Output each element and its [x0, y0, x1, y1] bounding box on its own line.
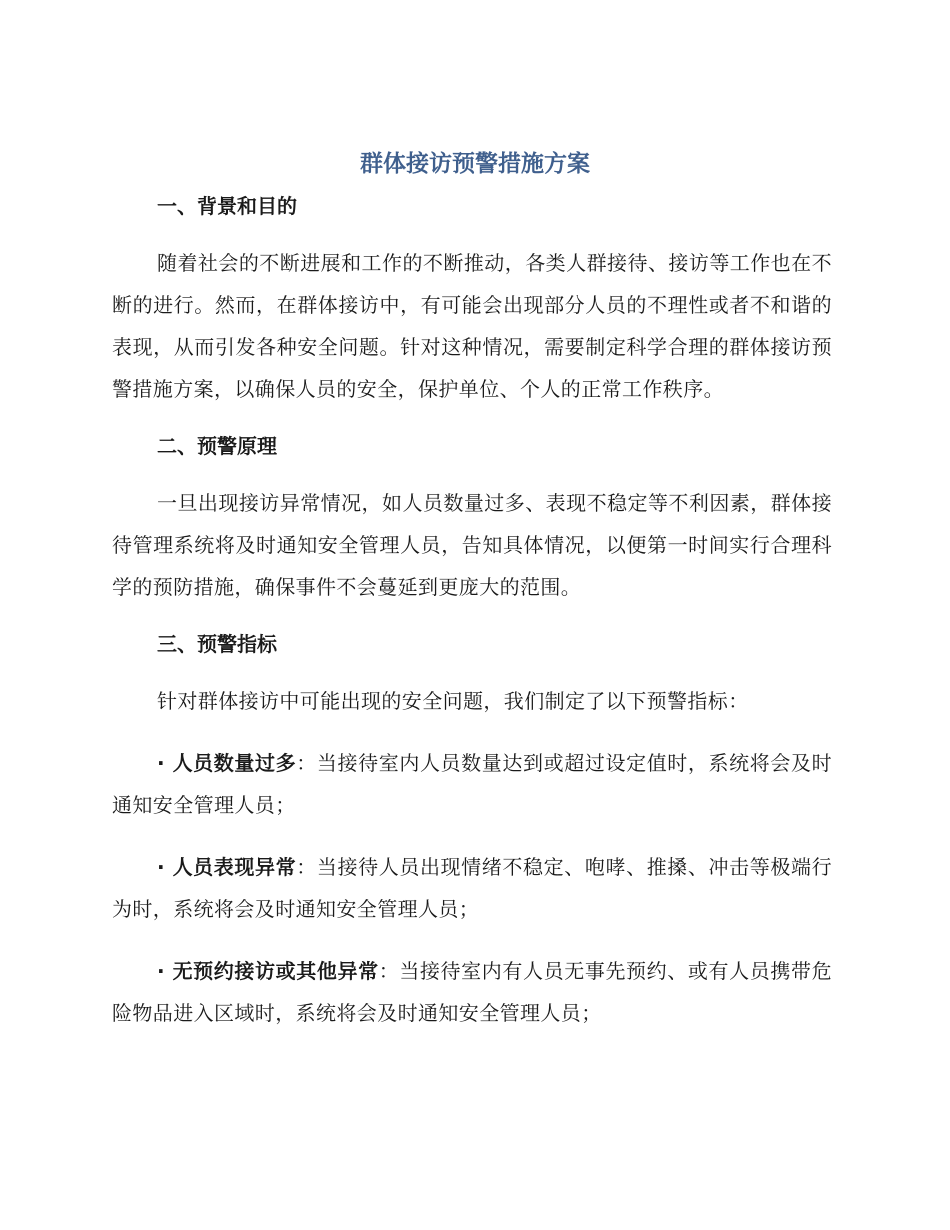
section-heading-principle: 二、预警原理	[157, 434, 277, 458]
document-body	[112, 190, 832, 1034]
section-heading-indicators: 三、预警指标	[157, 632, 277, 656]
indicator-text: ：当接待人员出现情绪不稳定、咆哮、推搡、冲击等极端行为时，系统将会及时通知安全管理人员；	[112, 855, 832, 921]
indicator-item-no-appointment	[112, 950, 832, 1034]
section-heading-background: 一、背景和目的	[157, 194, 297, 218]
indicator-lead: · 人员表现异常	[157, 855, 297, 879]
indicator-item-abnormal-behavior	[112, 846, 832, 930]
indicator-lead: · 无预约接访或其他异常	[157, 959, 379, 983]
section-paragraph-background: 随着社会的不断进展和工作的不断推动，各类人群接待、接访等工作也在不断的进行。然而，在群体接访中，有可能会出现部分人员的不理性或者不和谐的表现，从而引发各种安全问题。针对这种情况，需要制定科学合理的群体接访预警措施方案，以确保人员的安全，保护单位、个人的正常工作秩序。	[112, 251, 832, 401]
indicator-item-crowd-size	[112, 742, 832, 826]
indicator-lead: · 人员数量过多	[157, 751, 297, 775]
section-paragraph-principle: 一旦出现接访异常情况，如人员数量过多、表现不稳定等不利因素，群体接待管理系统将及时通知安全管理人员，告知具体情况，以便第一时间实行合理科学的预防措施，确保事件不会蔓延到更庞大的范围。	[112, 491, 832, 599]
document-title: 群体接访预警措施方案	[360, 151, 590, 177]
indicator-text: ：当接待室内人员数量达到或超过设定值时，系统将会及时通知安全管理人员；	[112, 751, 832, 817]
indicator-text: ：当接待室内有人员无事先预约、或有人员携带危险物品进入区域时，系统将会及时通知安全管理人员；	[112, 959, 832, 1025]
section-paragraph-indicators: 针对群体接访中可能出现的安全问题，我们制定了以下预警指标：	[157, 689, 749, 713]
